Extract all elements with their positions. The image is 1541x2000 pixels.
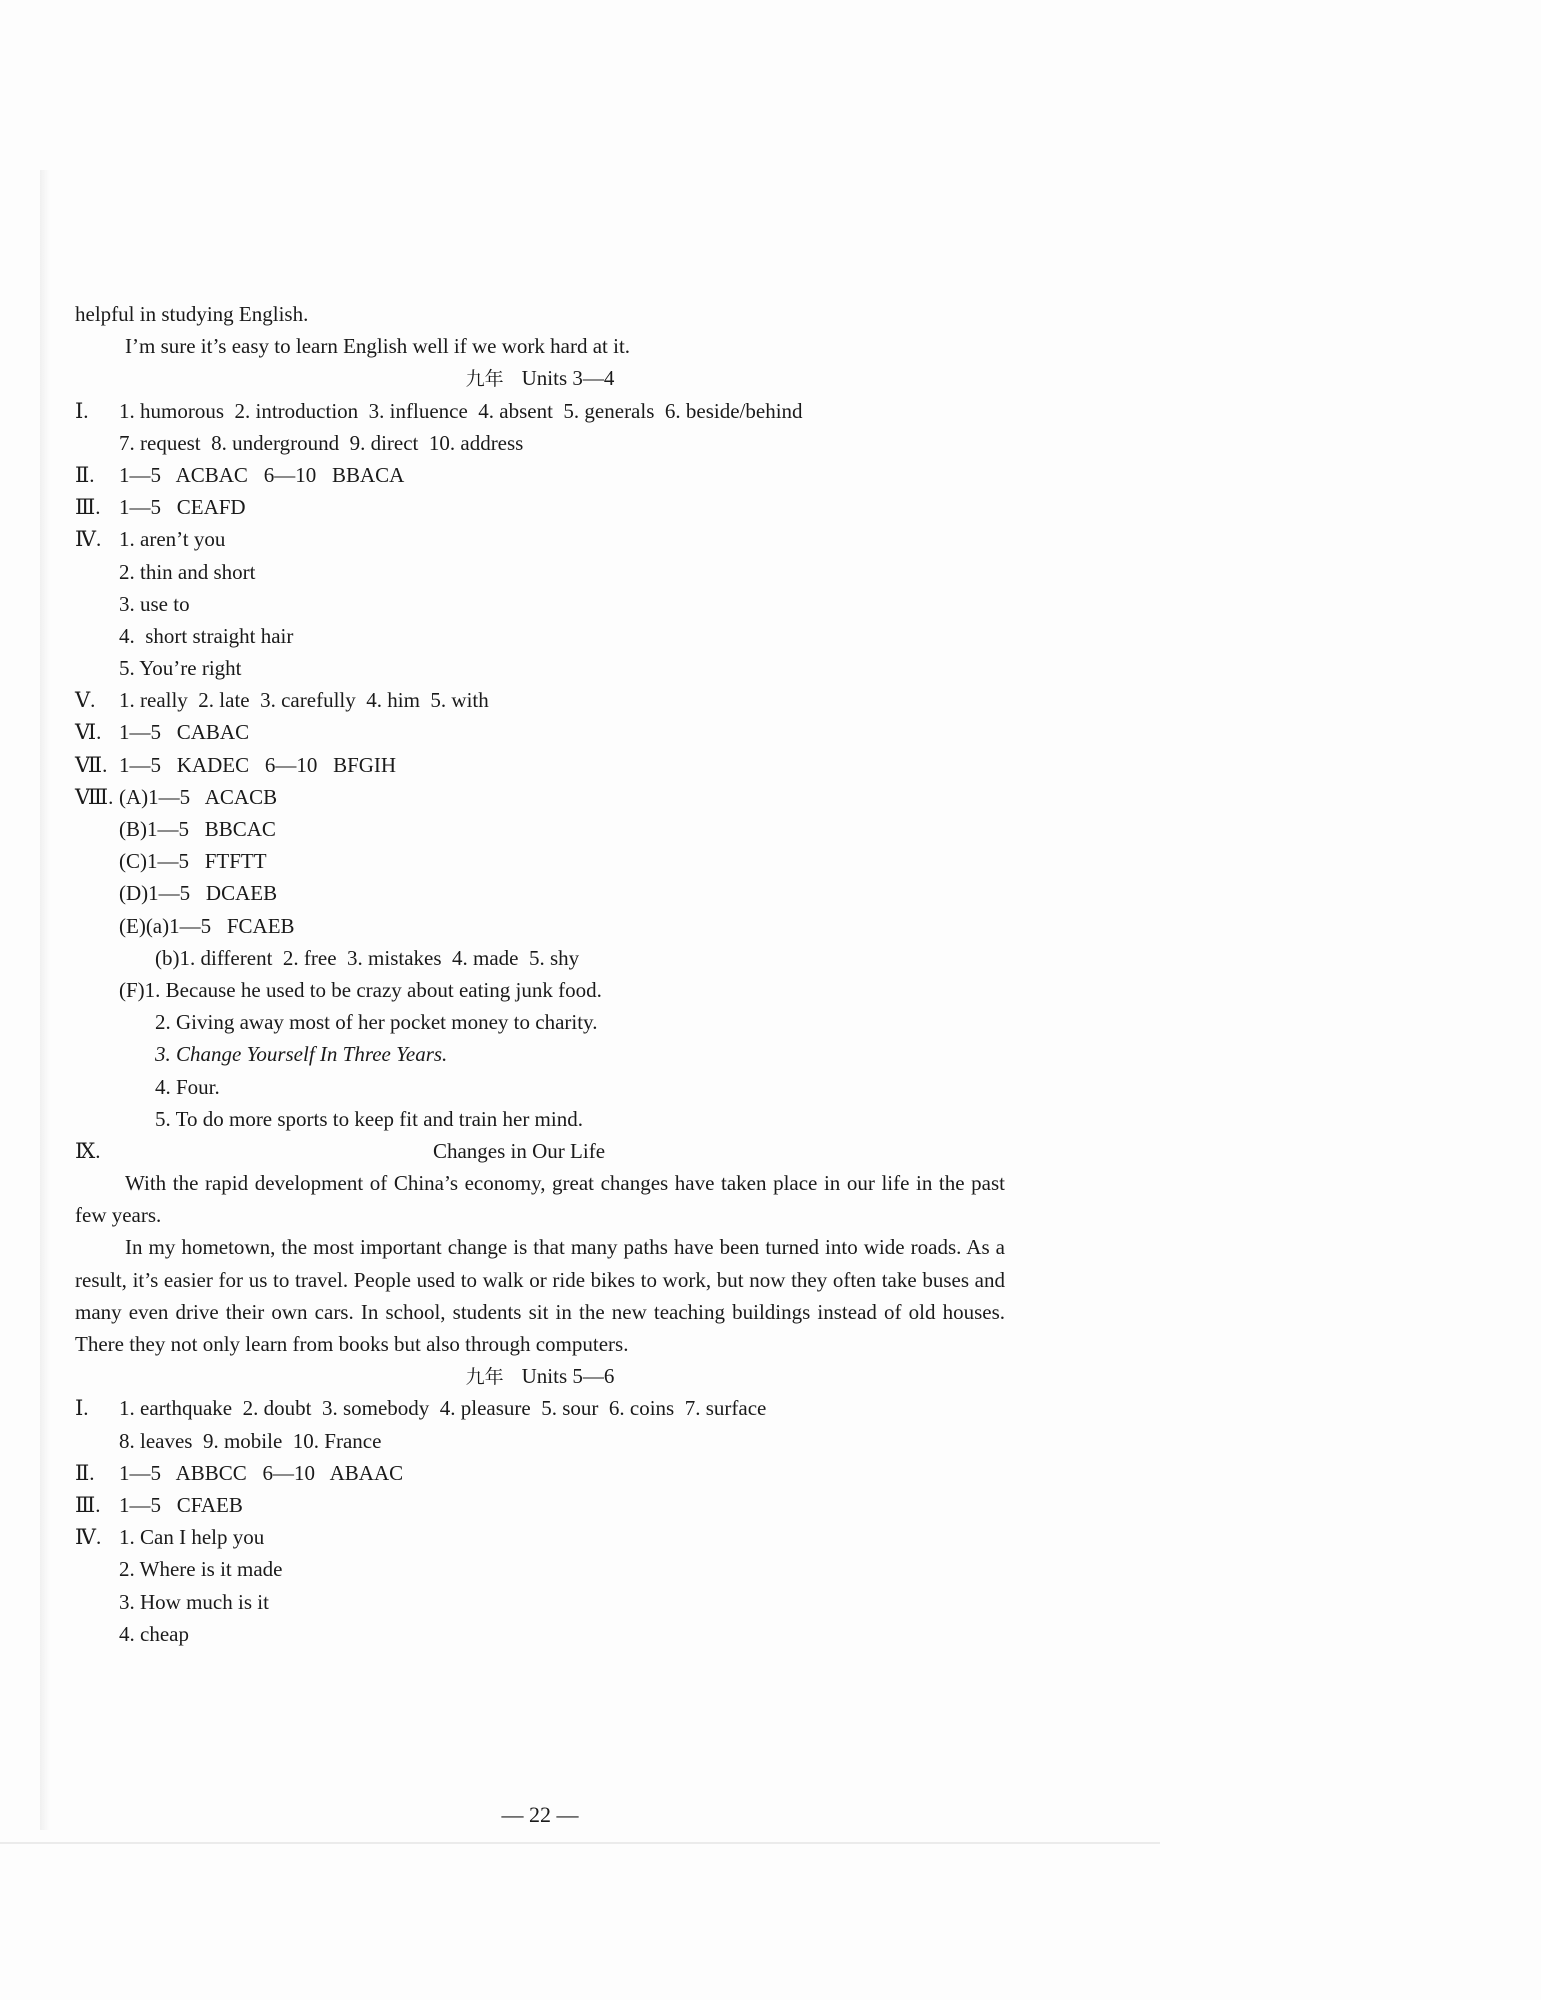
roman-numeral: Ⅶ. xyxy=(75,752,108,777)
answer-text: 1—5 CFAEB xyxy=(119,1493,243,1518)
roman-numeral: Ⅴ. xyxy=(75,688,96,713)
essay-title: Changes in Our Life xyxy=(432,1138,606,1163)
answer-row xyxy=(75,1521,1005,1553)
answer-row xyxy=(75,459,1005,491)
essay-paragraph-1: With the rapid development of China’s economy, great changes have taken place in our life in the past few years. xyxy=(75,1171,1005,1228)
answer-row: 5. To do more sports to keep fit and train her mind. xyxy=(155,1106,583,1131)
heading-grade-label: 九年 xyxy=(465,1366,504,1389)
answer-row xyxy=(75,1392,1005,1424)
answer-row: 4. short straight hair xyxy=(119,623,294,648)
answer-row: 2. Where is it made xyxy=(119,1557,283,1582)
answer-row: 2. Giving away most of her pocket money to charity. xyxy=(155,1010,598,1035)
answer-row: 4. cheap xyxy=(119,1621,189,1646)
answer-row xyxy=(75,781,1005,813)
answer-row xyxy=(75,523,1005,555)
answer-text: 1. earthquake 2. doubt 3. somebody 4. pleasure 5. sour 6. coins 7. surface xyxy=(119,1396,767,1421)
answer-row: 4. Four. xyxy=(155,1074,220,1099)
essay-paragraph-2: In my hometown, the most important change is that many paths have been turned into wide roads. As a result, it’s easier for us to travel. People used to walk or ride bikes to work, but now they often take buses and many even drive their own cars. In school, students sit in the new teaching buildings instead of old houses. There they not only learn from books but also through computers. xyxy=(75,1235,1005,1357)
answer-text: 1—5 ACBAC 6—10 BBACA xyxy=(119,462,405,487)
roman-numeral: Ⅰ. xyxy=(75,1396,89,1421)
roman-numeral: Ⅲ. xyxy=(75,1493,101,1518)
roman-numeral: Ⅸ. xyxy=(75,1138,101,1163)
roman-numeral: Ⅳ. xyxy=(75,1525,102,1550)
answer-row xyxy=(75,1457,1005,1489)
answer-text: 1—5 CABAC xyxy=(119,720,250,745)
answer-text: 1. humorous 2. introduction 3. influence 4. absent 5. generals 6. beside/behind xyxy=(119,398,803,423)
intro-line-1: helpful in studying English. xyxy=(75,302,309,326)
page-number: — 22 — xyxy=(501,1802,579,1827)
answer-row: (B)1—5 BBCAC xyxy=(119,817,276,841)
answer-text: 1. Can I help you xyxy=(119,1525,265,1550)
roman-numeral: Ⅳ. xyxy=(75,527,102,552)
answer-row xyxy=(75,1489,1005,1521)
roman-numeral: Ⅷ. xyxy=(75,784,114,809)
scan-edge-line xyxy=(0,1842,1160,1844)
section-heading-units-3-4 xyxy=(75,362,1005,394)
answer-row xyxy=(75,491,1005,523)
section-heading-units-5-6 xyxy=(75,1360,1005,1392)
answer-title-italic: 3. Change Yourself In Three Years. xyxy=(155,1042,448,1067)
answer-row: (b)1. different 2. free 3. mistakes 4. made 5. shy xyxy=(155,945,580,970)
roman-numeral: Ⅲ. xyxy=(75,495,101,520)
answer-row: 5. You’re right xyxy=(119,656,242,681)
answer-row xyxy=(75,684,1005,716)
answer-row: 2. thin and short xyxy=(119,559,256,584)
answer-row: 8. leaves 9. mobile 10. France xyxy=(119,1428,382,1453)
answer-text: 1—5 ABBCC 6—10 ABAAC xyxy=(119,1460,404,1485)
answer-text: 1. aren’t you xyxy=(119,527,226,552)
roman-numeral: Ⅱ. xyxy=(75,1460,95,1485)
answer-text: (A)1—5 ACACB xyxy=(119,784,278,809)
answer-key-content xyxy=(75,298,1005,1650)
roman-numeral: Ⅰ. xyxy=(75,398,89,423)
scan-edge-shadow xyxy=(40,170,50,1830)
heading-grade-label: 九年 xyxy=(465,368,504,391)
heading-units-label: Units 3—4 xyxy=(521,366,615,391)
heading-units-label: Units 5—6 xyxy=(521,1364,615,1389)
answer-row: (D)1—5 DCAEB xyxy=(119,881,278,906)
answer-row xyxy=(75,749,1005,781)
answer-row xyxy=(75,716,1005,748)
answer-text: 1. really 2. late 3. carefully 4. him 5. with xyxy=(119,688,489,713)
essay-title-row xyxy=(75,1135,1005,1167)
answer-row: (C)1—5 FTFTT xyxy=(119,849,267,874)
roman-numeral: Ⅵ. xyxy=(75,720,102,745)
roman-numeral: Ⅱ. xyxy=(75,462,95,487)
intro-line-2: I’m sure it’s easy to learn English well if we work hard at it. xyxy=(125,334,631,359)
answer-row xyxy=(75,395,1005,427)
answer-row: 3. How much is it xyxy=(119,1589,269,1614)
answer-row: 7. request 8. underground 9. direct 10. address xyxy=(119,430,524,455)
answer-text: 1—5 KADEC 6—10 BFGIH xyxy=(119,752,397,777)
answer-row: (F)1. Because he used to be crazy about eating junk food. xyxy=(119,977,602,1002)
answer-text: 1—5 CEAFD xyxy=(119,495,246,520)
answer-row: (E)(a)1—5 FCAEB xyxy=(119,913,295,938)
answer-row: 3. use to xyxy=(119,591,190,616)
answer-row xyxy=(75,1038,1005,1070)
